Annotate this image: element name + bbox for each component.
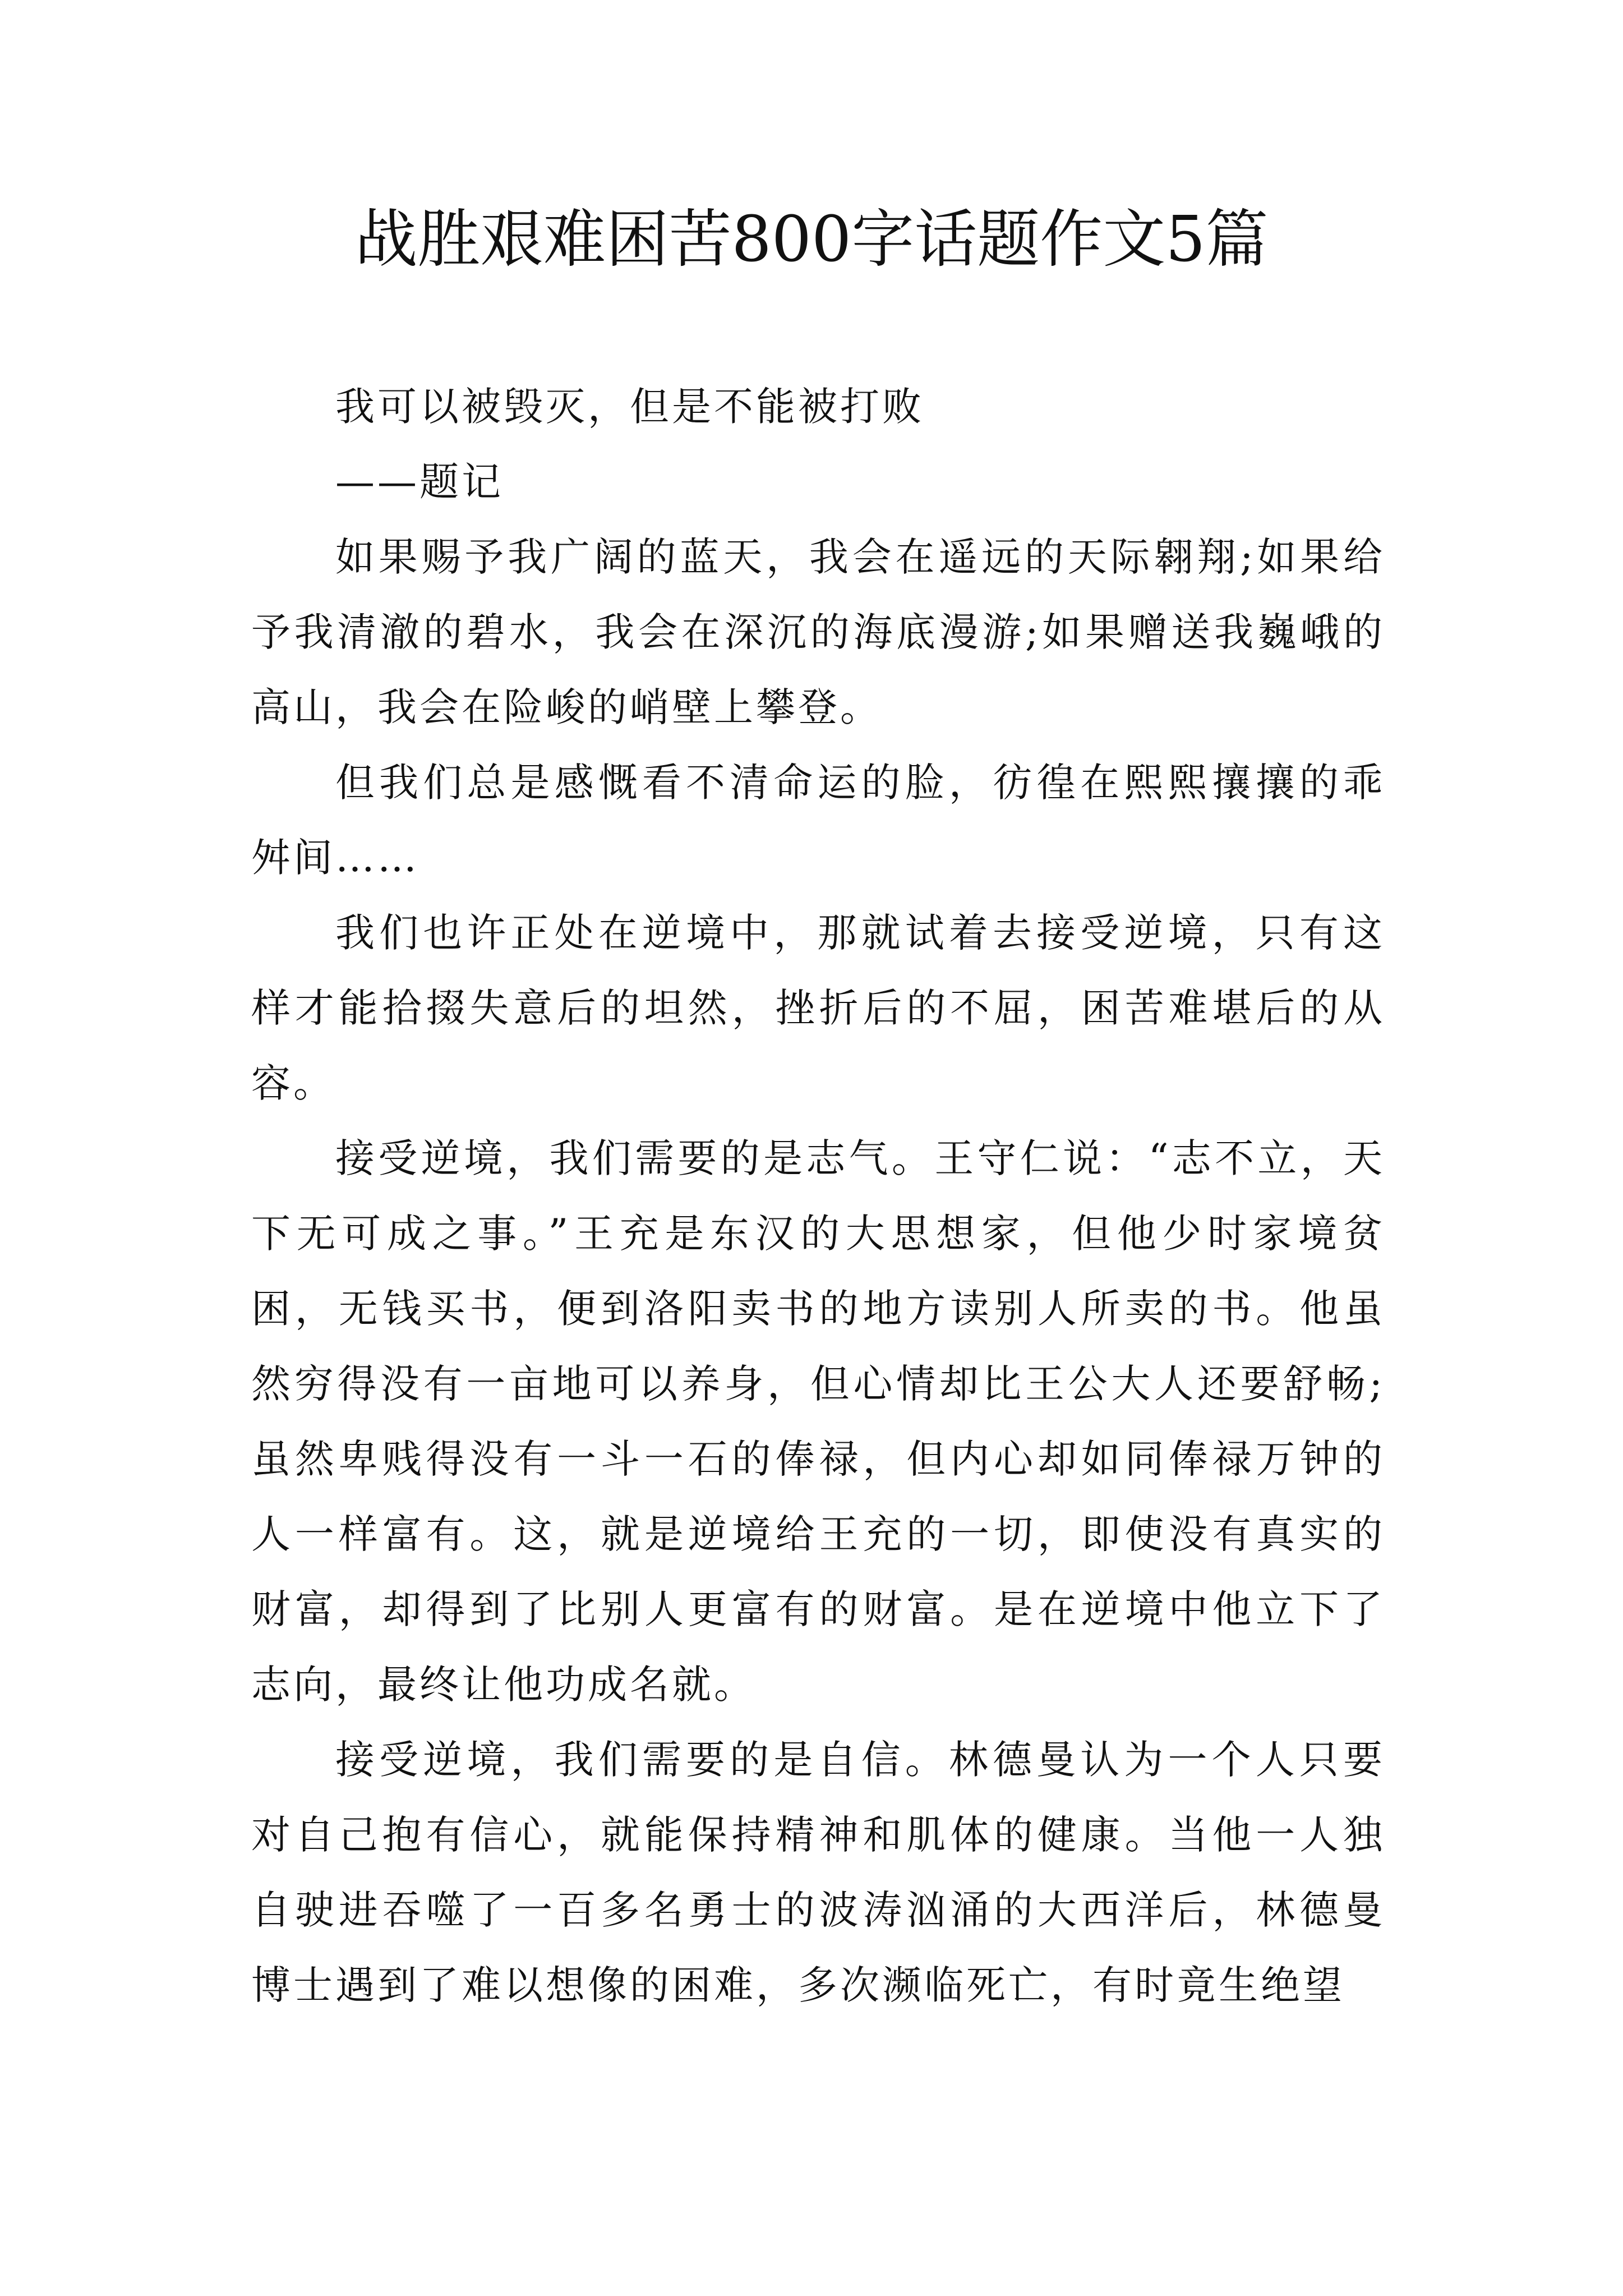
document-body [251, 369, 1385, 2023]
body-paragraph: 接受逆境，我们需要的是志气。王守仁说：“志不立，天下无可成之事。”王充是东汉的大思想家，但他少时家境贫困，无钱买书，便到洛阳卖书的地方读别人所卖的书。他虽然穷得没有一亩地可以养身，但心情却比王公大人还要舒畅;虽然卑贱得没有一斗一石的俸禄，但内心却如同俸禄万钟的人一样富有。这，就是逆境给王充的一切，即使没有真实的财富，却得到了比别人更富有的财富。是在逆境中他立下了志向，最终让他功成名就。 [251, 1135, 1385, 1708]
body-paragraph: 如果赐予我广阔的蓝天，我会在遥远的天际翱翔;如果给予我清澈的碧水，我会在深沉的海底漫游;如果赠送我巍峨的高山，我会在险峻的峭壁上攀登。 [251, 534, 1385, 730]
body-paragraph: 但我们总是感慨看不清命运的脸，彷徨在熙熙攘攘的乖舛间…… [251, 760, 1385, 881]
body-paragraph: 我们也许正处在逆境中，那就试着去接受逆境，只有这样才能拾掇失意后的坦然，挫折后的不屈，困苦难堪后的从容。 [251, 910, 1385, 1106]
body-paragraph: 接受逆境，我们需要的是自信。林德曼认为一个人只要对自己抱有信心，就能保持精神和肌体的健康。当他一人独自驶进吞噬了一百多名勇士的波涛汹涌的大西洋后，林德曼博士遇到了难以想像的困难，多次濒临死亡，有时竟生绝望 [251, 1737, 1385, 2008]
epigraph-attribution: ——题记 [335, 459, 504, 505]
document-title: 战胜艰难困苦800字话题作文5篇 [354, 203, 1269, 276]
epigraph-line: 我可以被毁灭，但是不能被打败 [335, 384, 924, 430]
